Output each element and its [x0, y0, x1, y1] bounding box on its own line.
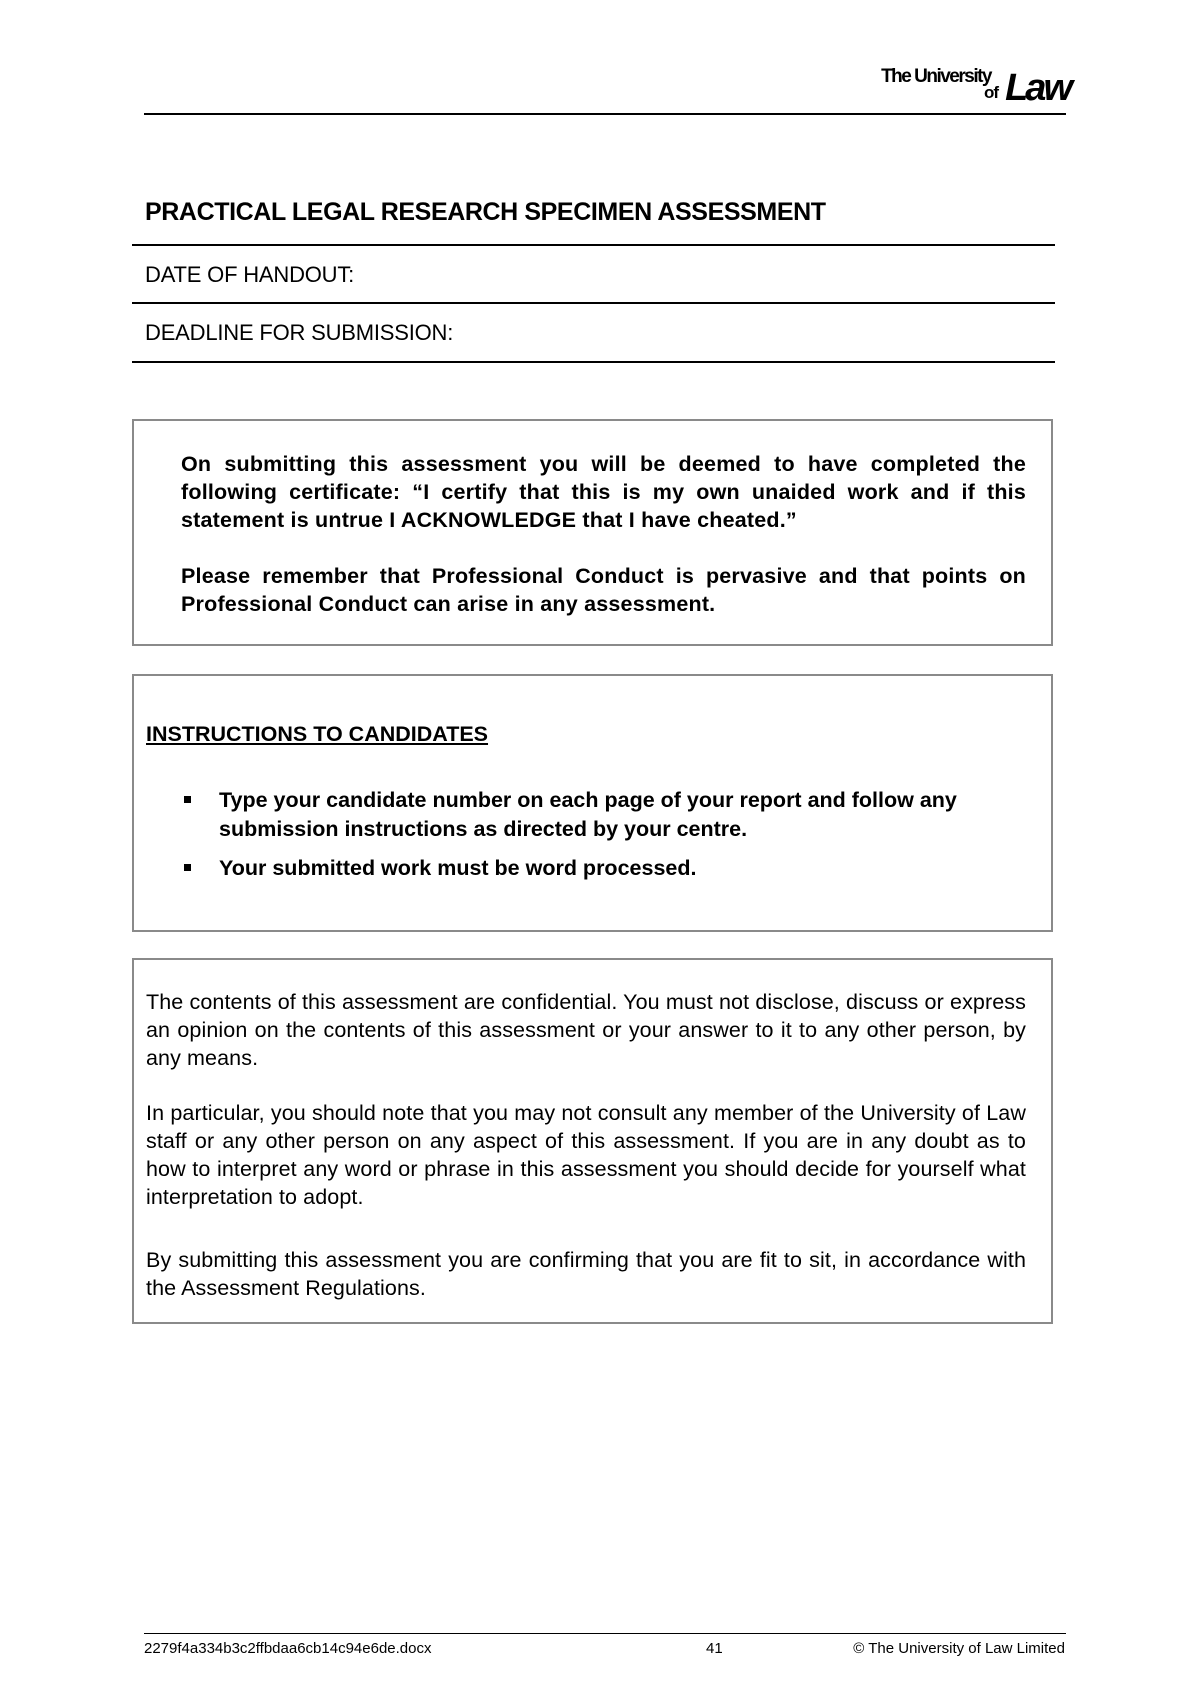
logo-text-university: The University	[881, 66, 991, 87]
document-title: PRACTICAL LEGAL RESEARCH SPECIMEN ASSESSMENT	[145, 198, 826, 226]
confidentiality-box	[132, 958, 1053, 1324]
fitness-paragraph: By submitting this assessment you are confirming that you are fit to sit, in accordance with the Assessment Regulations.	[146, 1248, 1026, 1300]
date-of-handout-label: DATE OF HANDOUT:	[145, 262, 355, 287]
instructions-box	[132, 674, 1053, 932]
handout-divider	[132, 302, 1055, 304]
certificate-box	[132, 419, 1053, 646]
logo-text-of: of	[983, 83, 998, 102]
list-item: Type your candidate number on each page of your report and follow any submission instructions as directed by your centre.	[182, 786, 1040, 844]
confidentiality-paragraph: The contents of this assessment are confidential. You must not disclose, discuss or express an opinion on the contents of this assessment or your answer to it to any other person, by any means.	[146, 990, 1026, 1070]
certificate-statement: On submitting this assessment you will be deemed to have completed the following certificate: “I certify that this is my own unaided work and if this statement is untrue I ACKNOWLEDGE that I have cheated.”	[181, 452, 1026, 532]
instructions-heading: INSTRUCTIONS TO CANDIDATES	[146, 722, 489, 746]
university-logo	[860, 66, 1070, 108]
footer-filename: 2279f4a334b3c2ffbdaa6cb14c94e6de.docx	[144, 1640, 432, 1657]
footer-divider	[144, 1633, 1066, 1634]
professional-conduct-note: Please remember that Professional Conduct is pervasive and that points on Professional Conduct can arise in any assessment.	[181, 564, 1026, 616]
consultation-paragraph: In particular, you should note that you may not consult any member of the University of Law staff or any other person on any aspect of this assessment. If you are in any doubt as to how to interpret any word or phrase in this assessment you should decide for yourself what interpretation to adopt.	[146, 1101, 1026, 1209]
footer-page-number: 41	[706, 1640, 723, 1657]
deadline-label: DEADLINE FOR SUBMISSION:	[145, 320, 454, 345]
title-divider	[132, 244, 1055, 246]
list-item: Your submitted work must be word processed.	[182, 854, 1040, 883]
footer-copyright: © The University of Law Limited	[853, 1640, 1065, 1657]
logo-text-law: Law	[1005, 67, 1070, 109]
header-divider	[144, 113, 1066, 115]
deadline-divider	[132, 361, 1055, 363]
instructions-list	[182, 786, 1040, 893]
